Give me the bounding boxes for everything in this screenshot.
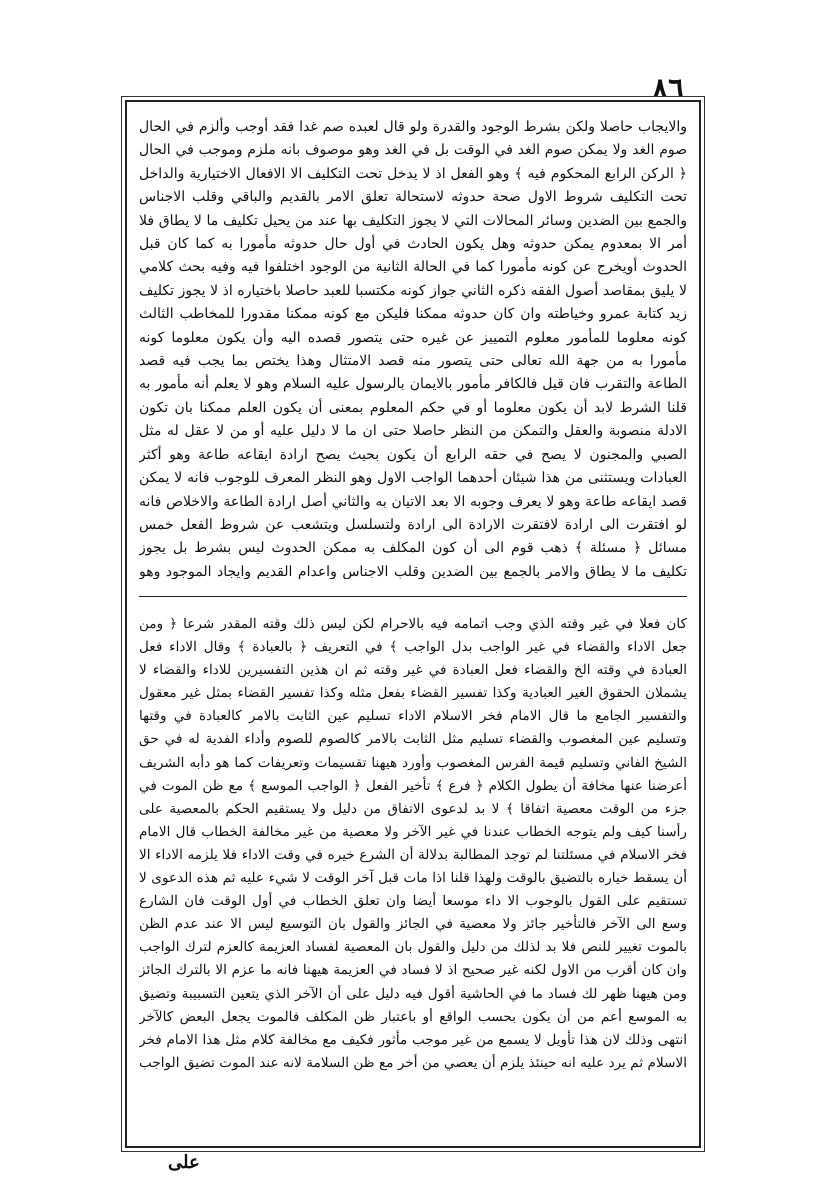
catchword: على: [168, 1152, 200, 1173]
commentary-text: [139, 613, 687, 1076]
main-text-paragraph: والايجاب حاصلا ولكن بشرط الوجود والقدرة ولو قال لعبده صم غدا فقد أوجب وألزم في الحال صوم الغد ولا يمكن صوم الغد في الوقت بل في الغد وهو موصوف بانه ملزم وموجب في الحال ﴿ الركن الرابع المحكوم فيه ﴾ وهو الفعل اذ لا يدخل تحت التكليف الا الافعال الاختيارية والداخل تحت التكليف شروط الاول صحة حدوثه لاستحالة تعلق الامر بالقديم والباقي وقلب الاجناس والجمع بين الضدين وسائر المحالات التي لا يجوز التكليف بها عند من يحيل تكليف ما لا يطاق فلا أمر الا بمعدوم يمكن حدوثه وهل يكون الحادث في أول حال حدوثه مأمورا به كما كان قبل الحدوث أويخرج عن كونه مأمورا كما في الحالة الثانية من الوجود اختلفوا فيه وفيه بحث كلامي لا يليق بمقاصد أصول الفقه ذكره الثاني جواز كونه مكتسبا للعبد حاصلا باختياره اذ لا يجوز تكليف زيد كتابة عمرو وخياطته وان كان حدوثه ممكنا فليكن مع كونه ممكنا مقدورا للمخاطب الثالث كونه معلوما للمأمور معلوم التمييز عن غيره حتى يتصور قصده اليه وأن يكون معلوما كونه مأمورا به من جهة الله تعالى حتى يتصور منه قصد الامتثال وهذا يختص بما يجب فيه قصد الطاعة والتقرب فان قيل فالكافر مأمور بالايمان بالرسول عليه السلام وهو لا يعلم أنه مأمور به قلنا الشرط لابد أن يكون معلوما أو في حكم المعلوم بمعنى أن يكون العلم ممكنا بان تكون الادلة منصوبة والعقل والتمكن من النظر حاصلا حتى ان ما لا دليل عليه أو من لا عقل له مثل الصبي والمجنون لا يصح في حقه الرابع أن يكون بحيث يصح ارادة ايقاعه طاعة وهو أكثر العبادات ويستثنى من هذا شيئان أحدهما الواجب الاول وهو النظر المعرف للوجوب فانه لا يمكن قصد ايقاعه طاعة وهو لا يعرف وجوبه الا بعد الاتيان به والثاني أصل ارادة الطاعة والاخلاص فانه لو افتقرت الى ارادة لافتقرت الارادة الى ارادة ولتسلسل ويتشعب عن شروط الفعل خمس مسائل ﴿ مسئلة ﴾ ذهب قوم الى أن كون المكلف به ممكن الحدوث ليس بشرط بل يجوز تكليف ما لا يطاق والامر بالجمع بين الضدين وقلب الاجناس واعدام القديم وايجاد الموجود وهو: [139, 119, 687, 579]
main-text: [139, 116, 687, 579]
commentary-paragraph: كان فعلا في غير وقته الذي وجب اتمامه فيه بالاحرام لكن ليس ذلك وقته المقدر شرعا ﴿ ومن جعل الاداء والقضاء في غير الواجب بدل الواجب ﴾ في التعريف ﴿ بالعبادة ﴾ وقال الاداء فعل العبادة في وقته الخ والقضاء فعل العبادة في غير وقته ثم ان هذين التفسيرين للاداء والقضاء لا يشملان الحقوق الغير العبادية وكذا تفسير القضاء بفعل مثله وكذا تفسير القضاء بمثل غير معقول والتفسير الجامع ما قال الامام فخر الاسلام الاداء تسليم عين الثابت بالامر كالعبادة في وقتها وتسليم عين المغصوب والقضاء تسليم مثل الثابت بالامر كالصوم للصوم وأداء الفدية له في حق الشيخ الفاني وتسليم قيمة الفرس المغصوب وأورد هيهنا تقسيمات وتعريفات كما هو دأبه الشريف أعرضنا عنها مخافة أن يطول الكلام ﴿ فرع ﴾ تأخير الفعل ﴿ الواجب الموسع ﴾ مع ظن الموت في جزء من الوقت معصية اتفاقا ﴾ لا بد لدعوى الاتفاق من دليل ولا يستقيم الحكم بالمعصية على رأسنا كيف ولم يتوجه الخطاب عندنا في غير الآخر ولا معصية من غير مخالفة الخطاب قال الامام فخر الاسلام في مسئلتنا لم توجد المطالبة بدلالة أن الشرع خيره في وقت الاداء فلا يلزمه الاداء الا أن يسقط خياره بالتضيق بالوقت ولهذا قلنا اذا مات قبل آخر الوقت لا شيء عليه ثم هذه الدعوى لا تستقيم على القول بالوجوب الا داء موسعا أيضا وان تعلق الخطاب في أول الوقت فان الشارع وسع الى الآخر فالتأخير جائز ولا معصية في الجائز والقول بان التوسيع ليس الا عند عدم الظن بالموت تغيير للنص فلا بد لذلك من دليل والقول بان المعصية لفساد العزيمة كالعزم لترك الواجب وان كان أقرب من الاول لكنه غير صحيح اذ لا فساد في العزيمة هيهنا فانه ما عزم الا بالترك الجائز ومن هيهنا ظهر لك فساد ما في الحاشية أقول فيه دليل على أن الآخر الذي يتعين التسبيبة وتضيق به الموسع أعم من أن يكون بحسب الواقع أو باعتبار ظن المكلف فالموت يجعل البعض كالآخر انتهى وذلك لان هذا تأويل لا يسمع من غير موجب مأثور فكيف مع مخالفة كلام مثل هذا الامام فخر الاسلام ثم يرد عليه انه حينئذ يلزم أن يعصي من أخر مع ظن السلامة لانه عند الموت تضيق الواجب: [139, 616, 687, 1071]
text-separator: [139, 596, 687, 597]
page-number: ٨٦: [652, 72, 685, 107]
page-frame: [125, 100, 701, 1148]
